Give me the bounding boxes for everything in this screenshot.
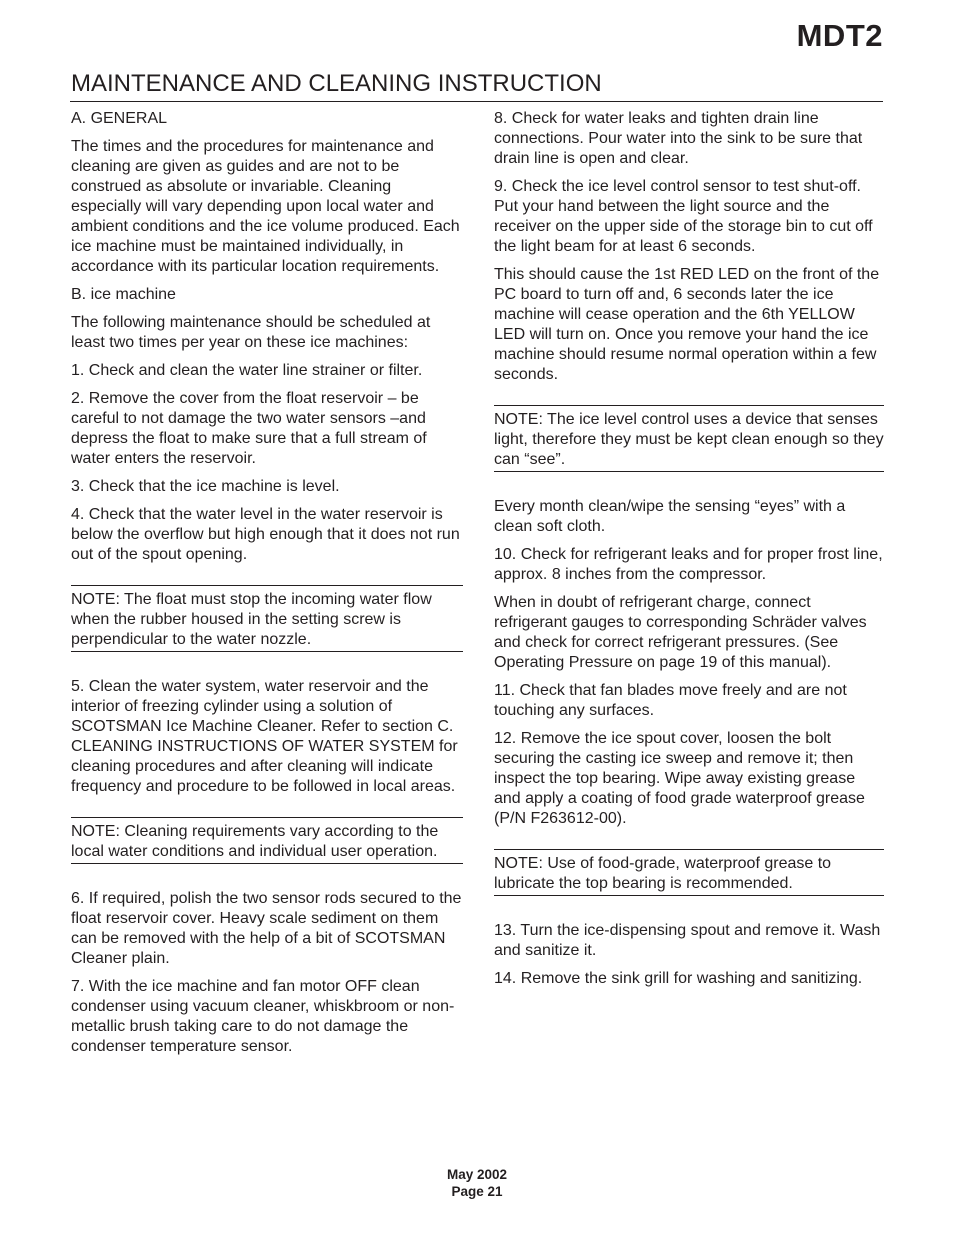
step-12: 12. Remove the ice spout cover, loosen the bolt securing the casting ice sweep and remove it; then inspect the top bearing. Wipe away existing grease and apply a coating of food grade waterproof grease (P/N F263612-00). <box>494 730 865 827</box>
step-6: 6. If required, polish the two sensor rods secured to the float reservoir cover. Heavy scale sediment on them can be removed with the help of a bit of SCOTSMAN Cleaner plain. <box>71 890 462 967</box>
right-column <box>494 109 884 997</box>
note-box-cleaning <box>71 817 463 864</box>
document-code: MDT2 <box>796 18 883 53</box>
general-paragraph: The times and the procedures for maintenance and cleaning are given as guides and are not to be construed as absolute or invariable. Cleaning especially will vary depending upon local water and ambient conditions and the ice volume produced. Each ice machine must be maintained individually, in accordance with its particular location requirements. <box>71 138 460 275</box>
step-7: 7. With the ice machine and fan motor OFF clean condenser using vacuum cleaner, whiskbroom or non-metallic brush taking care to do not damage the condenser temperature sensor. <box>71 978 455 1055</box>
step-10: 10. Check for refrigerant leaks and for proper frost line, approx. 8 inches from the compressor. <box>494 546 883 583</box>
note-grease-text: NOTE: Use of food-grade, waterproof grease to lubricate the top bearing is recommended. <box>494 855 832 892</box>
refrigerant-paragraph: When in doubt of refrigerant charge, connect refrigerant gauges to corresponding Schräder valves and check for correct refrigerant pressures. (See Operating Pressure on page 19 of this manual). <box>494 594 867 671</box>
note-box-float <box>71 585 463 652</box>
note-ice-level-text: NOTE: The ice level control uses a device that senses light, therefore they must be kept clean enough so they can “see”. <box>494 411 884 468</box>
heading-general: A. GENERAL <box>71 110 168 127</box>
step-13: 13. Turn the ice-dispensing spout and remove it. Wash and sanitize it. <box>494 922 881 959</box>
note-cleaning-text: NOTE: Cleaning requirements vary according to the local water conditions and individual user operation. <box>71 823 439 860</box>
step-9: 9. Check the ice level control sensor to test shut-off. Put your hand between the light source and the receiver on the upper side of the storage bin to cut off the light beam for at least 6 seconds. <box>494 178 873 255</box>
heading-ice-machine: B. ice machine <box>71 286 176 303</box>
left-column <box>71 109 463 1065</box>
step-11: 11. Check that fan blades move freely and are not touching any surfaces. <box>494 682 847 719</box>
step-2: 2. Remove the cover from the float reservoir – be careful to not damage the two water sensors –and depress the float to make sure that a full stream of water enters the reservoir. <box>71 390 427 467</box>
step-8: 8. Check for water leaks and tighten drain line connections. Pour water into the sink to be sure that drain line is open and clear. <box>494 110 863 167</box>
note-box-ice-level <box>494 405 884 472</box>
step-14: 14. Remove the sink grill for washing and sanitizing. <box>494 970 863 987</box>
title-divider <box>70 101 883 102</box>
step-4: 4. Check that the water level in the water reservoir is below the overflow but high enough that it does not run out of the spout opening. <box>71 506 460 563</box>
note-box-grease <box>494 849 884 896</box>
step-3: 3. Check that the ice machine is level. <box>71 478 340 495</box>
monthly-cleaning: Every month clean/wipe the sensing “eyes” with a clean soft cloth. <box>494 498 846 535</box>
maintenance-intro: The following maintenance should be scheduled at least two times per year on these ice machines: <box>71 314 431 351</box>
footer-date: May 2002 <box>446 1167 508 1182</box>
step-5: 5. Clean the water system, water reservoir and the interior of freezing cylinder using a solution of SCOTSMAN Ice Machine Cleaner. Refer to section C. CLEANING INSTRUCTIONS OF WATER SYSTEM for cleaning procedures and after cleaning will indicate frequency and procedure to be followed in local areas. <box>71 678 458 795</box>
section-title: MAINTENANCE AND CLEANING INSTRUCTION <box>71 70 602 97</box>
footer-page-number: Page 21 <box>451 1184 503 1199</box>
step-9-result: This should cause the 1st RED LED on the front of the PC board to turn off and, 6 seconds later the ice machine will cease operation and the 6th YELLOW LED will turn on. Once you remove your hand the ice machine should resume normal operation within a few seconds. <box>494 266 880 383</box>
step-1: 1. Check and clean the water line strainer or filter. <box>71 362 423 379</box>
page-footer <box>0 1166 954 1200</box>
note-float-text: NOTE: The float must stop the incoming water flow when the rubber housed in the setting screw is perpendicular to the water nozzle. <box>71 591 432 648</box>
